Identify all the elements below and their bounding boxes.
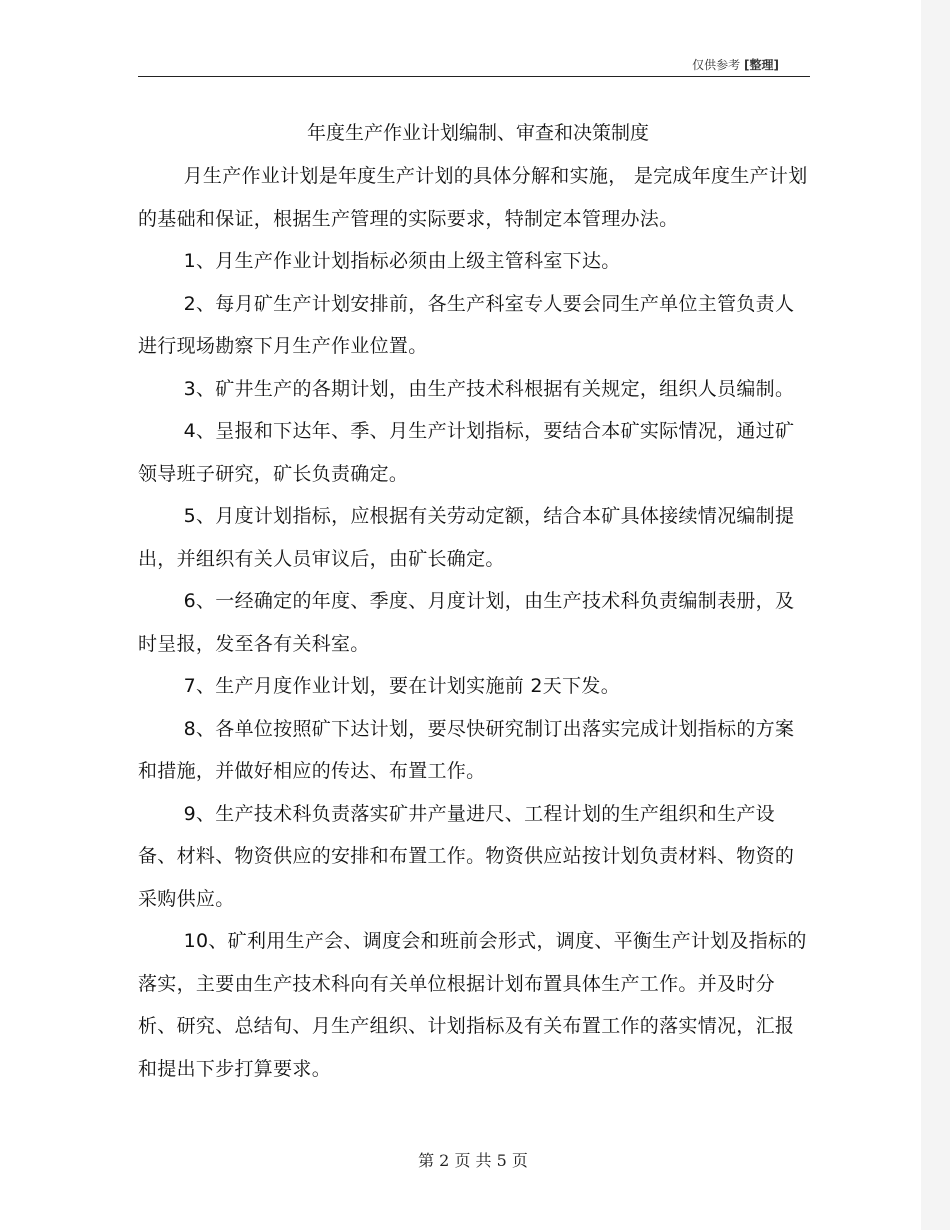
paragraph-item-6: 6、一经确定的年度、季度、月度计划，由生产技术科负责编制表册，及时呈报，发至各有关科室。 [138, 590, 795, 655]
header-divider [138, 76, 810, 77]
paragraph-item-9: 9、生产技术科负责落实矿井产量进尺、工程计划的生产组织和生产设备、材料、物资供应的安排和布置工作。物资供应站按计划负责材料、物资的采购供应。 [138, 802, 795, 910]
page-number: 第 2 页 共 5 页 [418, 1151, 528, 1170]
paragraph-item-10: 10、矿利用生产会、调度会和班前会形式，调度、平衡生产计划及指标的落实，主要由生产技术科向有关单位根据计划布置具体生产工作。并及时分析、研究、总结旬、月生产组织、计划指标及有关布置工作的落实情况，汇报和提出下步打算要求。 [138, 930, 807, 1080]
paragraph-item-5: 5、月度计划指标，应根据有关劳动定额，结合本矿具体接续情况编制提出，并组织有关人员审议后，由矿长确定。 [138, 505, 795, 570]
paragraph-item-3: 3、矿井生产的各期计划，由生产技术科根据有关规定，组织人员编制。 [183, 377, 795, 400]
document-body [138, 155, 810, 1090]
header-note [692, 56, 779, 73]
page-margin-shadow [921, 0, 950, 1230]
header-note-tag: [整理] [744, 58, 779, 72]
paragraph-intro: 月生产作业计划是年度生产计划的具体分解和实施， 是完成年度生产计划的基础和保证，根据生产管理的实际要求，特制定本管理办法。 [138, 165, 808, 230]
header-note-text: 仅供参考 [692, 58, 741, 72]
paragraph-item-1: 1、月生产作业计划指标必须由上级主管科室下达。 [183, 250, 621, 272]
paragraph-item-4: 4、呈报和下达年、季、月生产计划指标，要结合本矿实际情况，通过矿领导班子研究，矿长负责确定。 [138, 420, 795, 485]
paragraph-item-2: 2、每月矿生产计划安排前，各生产科室专人要会同生产单位主管负责人进行现场勘察下月生产作业位置。 [138, 292, 795, 357]
paragraph-item-8: 8、各单位按照矿下达计划，要尽快研究制订出落实完成计划指标的方案和措施，并做好相应的传达、布置工作。 [138, 717, 795, 782]
document-title: 年度生产作业计划编制、审查和决策制度 [306, 122, 649, 144]
paragraph-item-7: 7、生产月度作业计划，要在计划实施前 2天下发。 [183, 675, 621, 697]
